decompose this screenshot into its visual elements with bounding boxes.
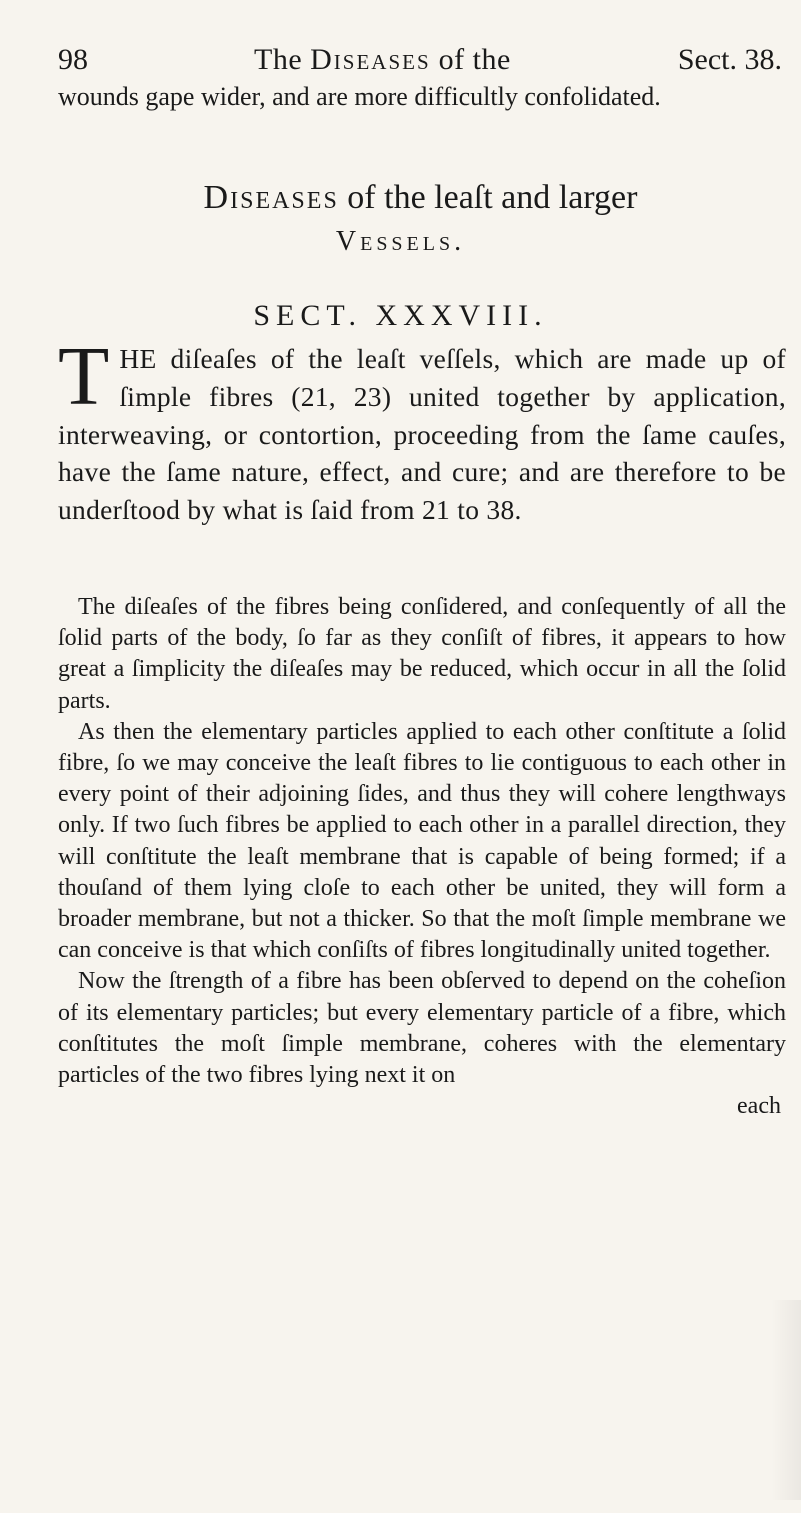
aphorism-text: HE diſeaſes of the leaſt veſſels, which are made up of ſimple fibres (21, 23) united together by application, interweaving, or contortion, proceeding from the ſame cauſes, have the ſame nature, effect, and cure; and are therefore to be underſtood by what is ſaid from 21 to 38. <box>58 343 786 526</box>
commentary-paragraph-1: The diſeaſes of the fibres being conſidered, and conſequently of all the ſolid parts of the body, ſo far as they conſiſt of fibres, it appears to how great a ſimplicity the diſeaſes may be reduced, which occur in all the ſolid parts. <box>58 594 786 714</box>
commentary <box>58 592 786 1091</box>
page-edge-shadow <box>771 1300 801 1500</box>
heading-line-2: Vessels. <box>335 226 466 257</box>
page-number: 98 <box>58 43 88 76</box>
chapter-heading <box>0 176 801 264</box>
heading-line-1-rest: of the leaſt and larger <box>347 179 638 216</box>
section-label: SECT. XXXVIII. <box>253 299 548 332</box>
running-title-suffix: of the <box>438 43 511 76</box>
running-title-word: Diseases <box>310 43 431 76</box>
running-title <box>254 40 511 80</box>
heading-word: Diseases <box>203 179 339 216</box>
aphorism-paragraph <box>58 330 786 529</box>
running-title-prefix: The <box>254 43 303 76</box>
section-reference: Sect. 38. <box>677 43 782 76</box>
commentary-paragraph-3: Now the ſtrength of a fibre has been obſerved to depend on the coheſion of its elementary particles; but every elementary particle of a fibre, which conſtitutes the moſt ſimple membrane, coheres with the elementary particles of the two fibres lying next it on <box>58 968 786 1089</box>
catchword: each <box>737 1093 781 1119</box>
running-header <box>58 40 782 80</box>
carryover-text: wounds gape wider, and are more difficultly confolidated. <box>58 82 661 111</box>
commentary-paragraph-2: As then the elementary particles applied to each other conſtitute a ſolid fibre, ſo we may conceive the leaſt fibres to lie contiguous to each other in every point of their adjoining ſides, and thus they will cohere lengthways only. If two ſuch fibres be applied to each other in a parallel direction, they will conſtitute the leaſt membrane that is capable of being formed; if a thouſand of them lying cloſe to each other be united, they will form a broader membrane, but not a thicker. So that the moſt ſimple membrane we can conceive is that which conſiſts of fibres longitudinally united together. <box>58 718 786 964</box>
drop-cap: T <box>58 330 110 423</box>
heading-line-1 <box>0 176 801 220</box>
